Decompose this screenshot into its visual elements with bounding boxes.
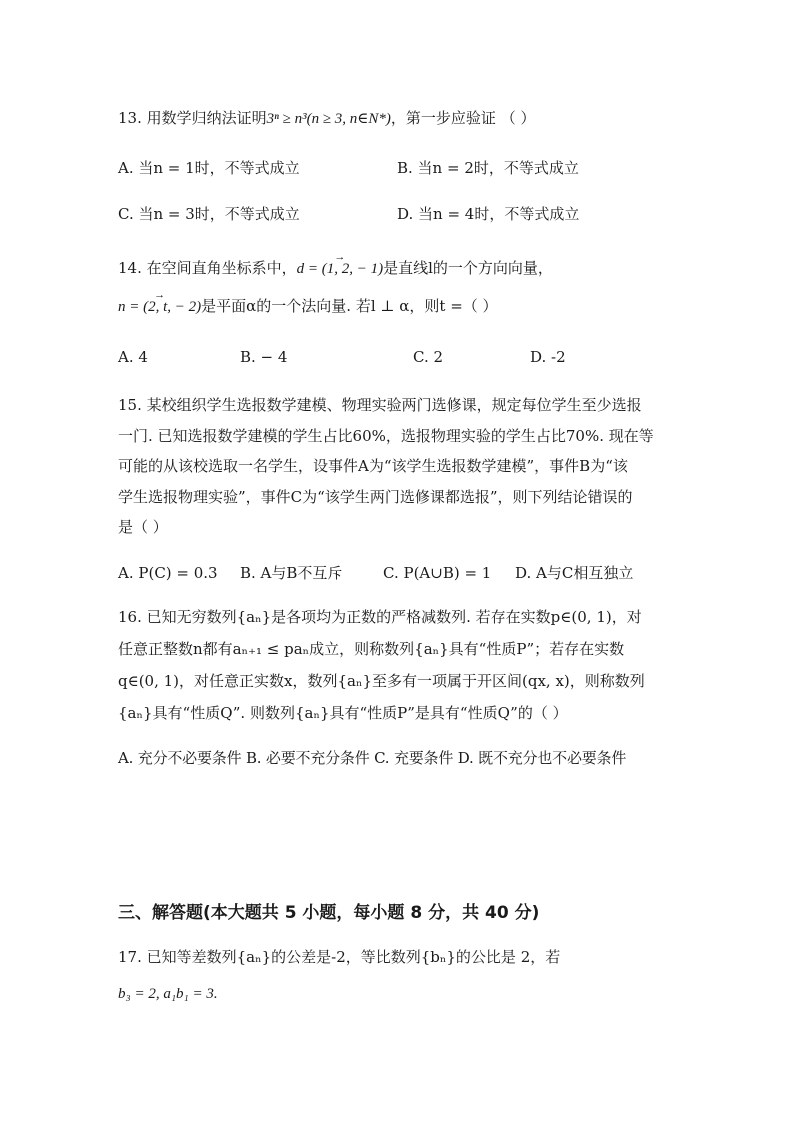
q15-option-d: D. A与C相互独立 bbox=[515, 564, 634, 582]
q15-line-1: 15. 某校组织学生选报数学建模、物理实验两门选修课，规定每位学生至少选报 bbox=[118, 396, 642, 414]
q16-line-3: q∈(0, 1)，对任意正实数x，数列{aₙ}至多有一项属于开区间(qx, x)，则称数列 bbox=[118, 672, 645, 690]
q14-line2-post: 是平面α的一个法向量. 若l ⊥ α，则t =（ ） bbox=[201, 297, 498, 315]
q13-option-b: B. 当n = 2时，不等式成立 bbox=[397, 159, 579, 177]
q16-line-1: 16. 已知无穷数列{aₙ}是各项均为正数的严格减数列. 若存在实数p∈(0, 1)，对 bbox=[118, 608, 642, 626]
q14-line1-pre: 14. 在空间直角坐标系中， bbox=[118, 259, 297, 277]
q16-line-4: {aₙ}具有“性质Q”. 则数列{aₙ}具有“性质P”是具有“性质Q”的（ ） bbox=[118, 704, 568, 722]
q14-direction-vector: → d = (1, 2, − 1) bbox=[297, 259, 383, 279]
q13-option-d: D. 当n = 4时，不等式成立 bbox=[397, 205, 580, 223]
q17-line-2: b₃ = 2, a₁b₁ = 3. bbox=[118, 986, 218, 1002]
q14-option-a: A. 4 bbox=[118, 348, 148, 366]
q15-option-a: A. P(C) = 0.3 bbox=[118, 564, 218, 582]
section-3-heading: 三、解答题(本大题共 5 小题，每小题 8 分，共 40 分) bbox=[118, 903, 540, 923]
q15-line-4: 学生选报物理实验”，事件C为“该学生两门选修课都选报”，则下列结论错误的 bbox=[118, 488, 633, 506]
q17-line-1: 17. 已知等差数列{aₙ}的公差是-2，等比数列{bₙ}的公比是 2，若 bbox=[118, 948, 561, 966]
q13-option-c: C. 当n = 3时，不等式成立 bbox=[118, 205, 300, 223]
q16-line-2: 任意正整数n都有aₙ₊₁ ≤ paₙ成立，则称数列{aₙ}具有“性质P”；若存在实数 bbox=[118, 640, 625, 658]
q14-line-2 bbox=[118, 296, 498, 317]
q14-option-c: C. 2 bbox=[413, 348, 444, 366]
q16-options: A. 充分不必要条件 B. 必要不充分条件 C. 充要条件 D. 既不充分也不必要条件 bbox=[118, 749, 627, 767]
q13-stem-pre: 13. 用数学归纳法证明 bbox=[118, 109, 267, 127]
q14-option-b: B. − 4 bbox=[240, 348, 288, 366]
q13-stem-post: ，第一步应验证 （ ） bbox=[390, 109, 536, 127]
q15-option-b: B. A与B不互斥 bbox=[240, 564, 343, 582]
q15-line-3: 可能的从该校选取一名学生，设事件A为“该学生选报数学建模”，事件B为“该 bbox=[118, 457, 628, 475]
q14-line1-post: 是直线l的一个方向向量， bbox=[383, 259, 553, 277]
q13-option-a: A. 当n = 1时，不等式成立 bbox=[118, 159, 300, 177]
q14-normal-vector: → n = (2, t, − 2) bbox=[118, 297, 201, 317]
q14-line-1 bbox=[118, 258, 553, 279]
q13-stem bbox=[118, 108, 535, 129]
q13-math: 3ⁿ ≥ n³(n ≥ 3, n∈N*) bbox=[266, 111, 391, 127]
q15-option-c: C. P(A∪B) = 1 bbox=[383, 564, 492, 582]
q15-line-2: 一门. 已知选报数学建模的学生占比60%，选报物理实验的学生占比70%. 现在等 bbox=[118, 427, 654, 445]
q15-line-5: 是（ ） bbox=[118, 518, 168, 536]
q14-option-d: D. -2 bbox=[530, 348, 566, 366]
